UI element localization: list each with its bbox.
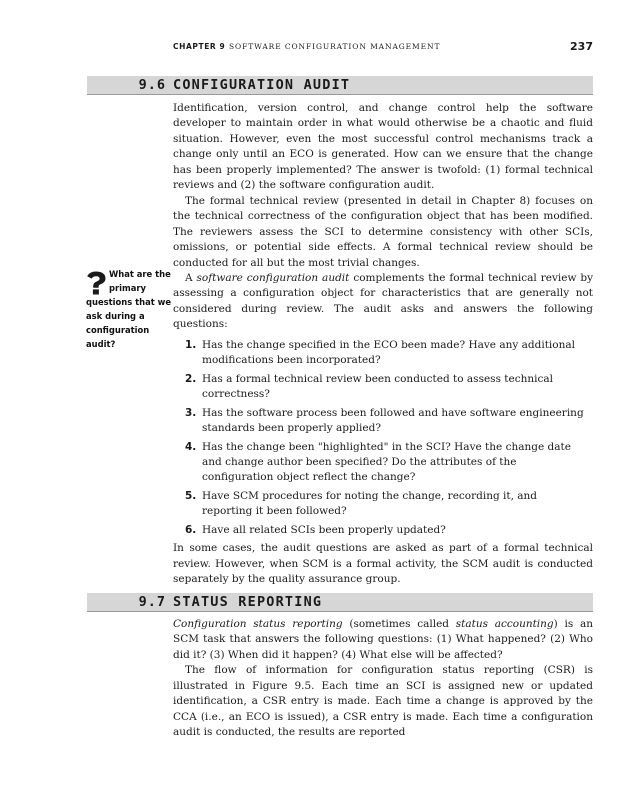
section-number: 9.7	[138, 594, 166, 610]
paragraph: In some cases, the audit questions are asked as part of a formal technical review. However, when SCM is a formal activity, the SCM audit is conducted separately by the quality assurance group.	[173, 542, 593, 586]
paragraph-text: ) is an SCM task that answers the following questions: (1) What happened? (2) Who did it? (3) When did it happen? (4) What else will be affected?	[173, 618, 593, 661]
paragraph: The flow of information for configuration status reporting (CSR) is illustrated in Figure 9.5. Each time an SCI is assigned new or updated identification, a CSR entry is made. Each time a change is approved by the CCA (i.e., an ECO is issued), a CSR entry is made. Each time a configuration audit is conducted, the results are reported	[173, 664, 593, 739]
section-title: STATUS REPORTING	[173, 594, 323, 610]
list-item-text: Have all related SCIs been properly updated?	[202, 523, 446, 536]
paragraph-lead: A	[185, 271, 197, 284]
paragraph: Identification, version control, and change control help the software developer to maintain order in what would otherwise be a chaotic and fluid situation. However, even the most successful control mechanisms track a change only until an ECO is generated. How can we ensure that the change has been properly implemented? The answer is twofold: (1) formal technical reviews and (2) the software configuration audit.	[173, 102, 593, 192]
audit-questions-list	[173, 338, 593, 538]
list-item-text: Has a formal technical review been conducted to assess technical correctness?	[202, 372, 553, 401]
list-item	[173, 406, 593, 437]
section-heading-9-6	[87, 76, 593, 95]
term-software-configuration-audit: software configuration audit	[196, 271, 350, 284]
list-item-text: Has the software process been followed and have software engineering standards been properly applied?	[202, 406, 584, 435]
list-item	[173, 372, 593, 403]
list-item	[173, 489, 593, 520]
section-body-9-6	[173, 101, 593, 588]
chapter-label: CHAPTER 9	[173, 42, 226, 51]
paragraph	[173, 617, 593, 663]
list-item-text: Has the change been "highlighted" in the SCI? Have the change date and change author been specified? Do the attributes of the configuration object reflect the change?	[202, 440, 571, 484]
list-number: 4.	[185, 440, 197, 453]
list-item-text: Has the change specified in the ECO been made? Have any additional modifications been incorporated?	[202, 338, 575, 367]
chapter-title: SOFTWARE CONFIGURATION MANAGEMENT	[229, 42, 441, 51]
section-number: 9.6	[138, 77, 166, 93]
page-number: 237	[570, 40, 593, 53]
note-line: questions that we	[86, 296, 172, 307]
list-number: 5.	[185, 489, 197, 502]
section-heading-9-7	[87, 593, 593, 612]
list-item	[173, 440, 593, 486]
paragraph-text: (sometimes called	[342, 618, 456, 630]
term-configuration-status-reporting: Configuration status reporting	[173, 618, 343, 630]
list-number: 2.	[185, 372, 197, 385]
term-status-accounting: status accounting	[455, 618, 554, 630]
note-line: ask during a	[86, 310, 145, 321]
section-body-9-7	[173, 617, 593, 741]
paragraph: The formal technical review (presented in detail in Chapter 8) focuses on the technical correctness of the configuration object that has been modified. The reviewers assess the SCI to determine consistency with other SCIs, omissions, or potential side effects. A formal technical review should be conducted for all but the most trivial changes.	[173, 194, 593, 269]
list-item	[173, 523, 593, 538]
note-line: primary	[109, 282, 146, 293]
paragraph	[173, 271, 593, 333]
running-head	[173, 40, 593, 54]
note-line: configuration	[86, 324, 150, 335]
list-number: 3.	[185, 406, 197, 419]
paragraph-text: complements the formal technical review by assessing a configuration object for characteristics that are generally not considered during review. The audit asks and answers the following questions:	[173, 271, 594, 331]
list-item	[173, 338, 593, 369]
list-number: 6.	[185, 523, 197, 536]
margin-note-text	[86, 268, 172, 351]
list-number: 1.	[185, 338, 197, 351]
section-title: CONFIGURATION AUDIT	[173, 77, 351, 93]
list-item-text: Have SCM procedures for noting the change, recording it, and reporting it been followed?	[202, 489, 538, 518]
note-line: audit?	[86, 338, 116, 349]
note-line: What are the	[109, 269, 171, 279]
